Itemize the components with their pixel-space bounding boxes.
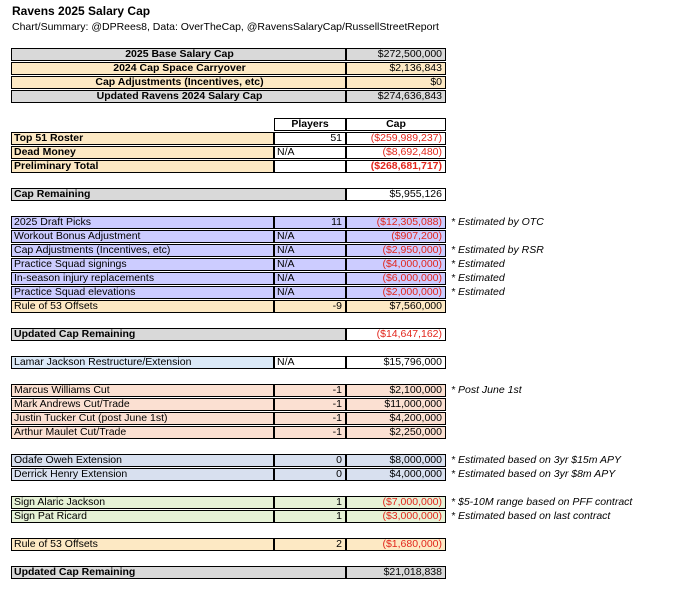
summary-row-carryover xyxy=(11,62,446,75)
roster-label: Top 51 Roster xyxy=(11,132,274,145)
roster-row xyxy=(11,160,446,173)
adjustment-row xyxy=(11,258,505,271)
summary-label: 2025 Base Salary Cap xyxy=(11,48,346,61)
roster-row xyxy=(11,146,446,159)
adjustment-label: Practice Squad signings xyxy=(11,258,274,271)
roster-players: 51 xyxy=(274,132,346,145)
final-cap-row xyxy=(11,566,446,579)
lamar-cap: $15,796,000 xyxy=(346,356,446,369)
signing-note: * $5-10M range based on PFF contract xyxy=(451,496,633,508)
adjustment-players: -9 xyxy=(274,300,346,313)
updated-cap-value: ($14,647,162) xyxy=(346,328,446,341)
roster-players xyxy=(274,160,346,173)
adjustment-row xyxy=(11,300,446,313)
cut-players: -1 xyxy=(274,398,346,411)
page-subtitle: Chart/Summary: @DPRees8, Data: OverTheCap, @RavensSalaryCap/RussellStreetReport xyxy=(12,21,439,33)
roster-label: Dead Money xyxy=(11,146,274,159)
cut-row xyxy=(11,426,446,439)
adjustment-row xyxy=(11,272,505,285)
adjustment-cap: ($2,950,000) xyxy=(346,244,446,257)
adjustment-cap: ($12,305,088) xyxy=(346,216,446,229)
adjustment-label: Workout Bonus Adjustment xyxy=(11,230,274,243)
extension-row xyxy=(11,454,622,467)
cut-note: * Post June 1st xyxy=(451,384,522,396)
adjustment-label: Practice Squad elevations xyxy=(11,286,274,299)
adjustment-label: Cap Adjustments (Incentives, etc) xyxy=(11,244,274,257)
signing-cap: ($7,000,000) xyxy=(346,496,446,509)
adjustment-row xyxy=(11,216,544,229)
signing-note: * Estimated based on last contract xyxy=(451,510,611,522)
roster-cap: ($268,681,717) xyxy=(346,160,446,173)
adjustment-players: N/A xyxy=(274,230,346,243)
updated-cap-label: Updated Cap Remaining xyxy=(11,328,346,341)
lamar-players: N/A xyxy=(274,356,346,369)
adjustment-note: * Estimated by RSR xyxy=(451,244,544,256)
updated-cap-row xyxy=(11,328,446,341)
cut-label: Marcus Williams Cut xyxy=(11,384,274,397)
signing-players: 1 xyxy=(274,510,346,523)
adjustment-label: 2025 Draft Picks xyxy=(11,216,274,229)
roster-cap: ($259,989,237) xyxy=(346,132,446,145)
rule53-final-row xyxy=(11,538,446,551)
cut-cap: $11,000,000 xyxy=(346,398,446,411)
signing-row xyxy=(11,496,633,509)
signing-players: 1 xyxy=(274,496,346,509)
extension-row xyxy=(11,468,616,481)
summary-row-updated-cap xyxy=(11,90,446,103)
column-headers xyxy=(11,118,446,131)
extension-label: Derrick Henry Extension xyxy=(11,468,274,481)
summary-row-base-cap xyxy=(11,48,446,61)
adjustment-note: * Estimated xyxy=(451,286,505,298)
signing-row xyxy=(11,510,611,523)
summary-cap: $0 xyxy=(346,76,446,89)
extension-note: * Estimated based on 3yr $8m APY xyxy=(451,468,616,480)
cut-players: -1 xyxy=(274,412,346,425)
lamar-label: Lamar Jackson Restructure/Extension xyxy=(11,356,274,369)
adjustment-players: N/A xyxy=(274,244,346,257)
cut-players: -1 xyxy=(274,426,346,439)
final-cap-value: $21,018,838 xyxy=(346,566,446,579)
cut-row xyxy=(11,412,446,425)
roster-players: N/A xyxy=(274,146,346,159)
summary-cap: $274,636,843 xyxy=(346,90,446,103)
adjustment-cap: ($4,000,000) xyxy=(346,258,446,271)
roster-label: Preliminary Total xyxy=(11,160,274,173)
cut-cap: $4,200,000 xyxy=(346,412,446,425)
rule53-final-label: Rule of 53 Offsets xyxy=(11,538,274,551)
adjustment-row xyxy=(11,244,544,257)
signing-cap: ($3,000,000) xyxy=(346,510,446,523)
adjustment-cap: ($907,200) xyxy=(346,230,446,243)
rule53-final-cap: ($1,680,000) xyxy=(346,538,446,551)
adjustment-players: N/A xyxy=(274,286,346,299)
cut-row xyxy=(11,398,446,411)
adjustment-label: In-season injury replacements xyxy=(11,272,274,285)
extension-players: 0 xyxy=(274,454,346,467)
summary-cap: $2,136,843 xyxy=(346,62,446,75)
cut-label: Mark Andrews Cut/Trade xyxy=(11,398,274,411)
adjustment-note: * Estimated xyxy=(451,272,505,284)
adjustment-row xyxy=(11,230,446,243)
adjustment-cap: ($2,000,000) xyxy=(346,286,446,299)
adjustment-players: N/A xyxy=(274,258,346,271)
roster-row xyxy=(11,132,446,145)
adjustment-players: N/A xyxy=(274,272,346,285)
extension-cap: $8,000,000 xyxy=(346,454,446,467)
players-header: Players xyxy=(274,118,346,131)
roster-cap: ($8,692,480) xyxy=(346,146,446,159)
summary-row-adjustments xyxy=(11,76,446,89)
cap-remaining-row xyxy=(11,188,446,201)
cut-label: Justin Tucker Cut (post June 1st) xyxy=(11,412,274,425)
lamar-row xyxy=(11,356,446,369)
summary-label: Updated Ravens 2024 Salary Cap xyxy=(11,90,346,103)
extension-cap: $4,000,000 xyxy=(346,468,446,481)
signing-label: Sign Pat Ricard xyxy=(11,510,274,523)
cut-cap: $2,250,000 xyxy=(346,426,446,439)
cut-cap: $2,100,000 xyxy=(346,384,446,397)
page-title: Ravens 2025 Salary Cap xyxy=(12,4,151,18)
adjustment-label: Rule of 53 Offsets xyxy=(11,300,274,313)
cap-remaining-label: Cap Remaining xyxy=(11,188,346,201)
extension-label: Odafe Oweh Extension xyxy=(11,454,274,467)
extension-note: * Estimated based on 3yr $15m APY xyxy=(451,454,622,466)
extension-players: 0 xyxy=(274,468,346,481)
adjustment-row xyxy=(11,286,505,299)
summary-cap: $272,500,000 xyxy=(346,48,446,61)
summary-label: Cap Adjustments (Incentives, etc) xyxy=(11,76,346,89)
cut-label: Arthur Maulet Cut/Trade xyxy=(11,426,274,439)
signing-label: Sign Alaric Jackson xyxy=(11,496,274,509)
adjustment-note: * Estimated xyxy=(451,258,505,270)
final-cap-label: Updated Cap Remaining xyxy=(11,566,346,579)
adjustment-note: * Estimated by OTC xyxy=(451,216,544,228)
adjustment-cap: $7,560,000 xyxy=(346,300,446,313)
adjustment-cap: ($6,000,000) xyxy=(346,272,446,285)
rule53-final-players: 2 xyxy=(274,538,346,551)
cap-remaining-value: $5,955,126 xyxy=(346,188,446,201)
cut-row xyxy=(11,384,522,397)
adjustment-players: 11 xyxy=(274,216,346,229)
cap-header: Cap xyxy=(346,118,446,131)
cut-players: -1 xyxy=(274,384,346,397)
summary-label: 2024 Cap Space Carryover xyxy=(11,62,346,75)
